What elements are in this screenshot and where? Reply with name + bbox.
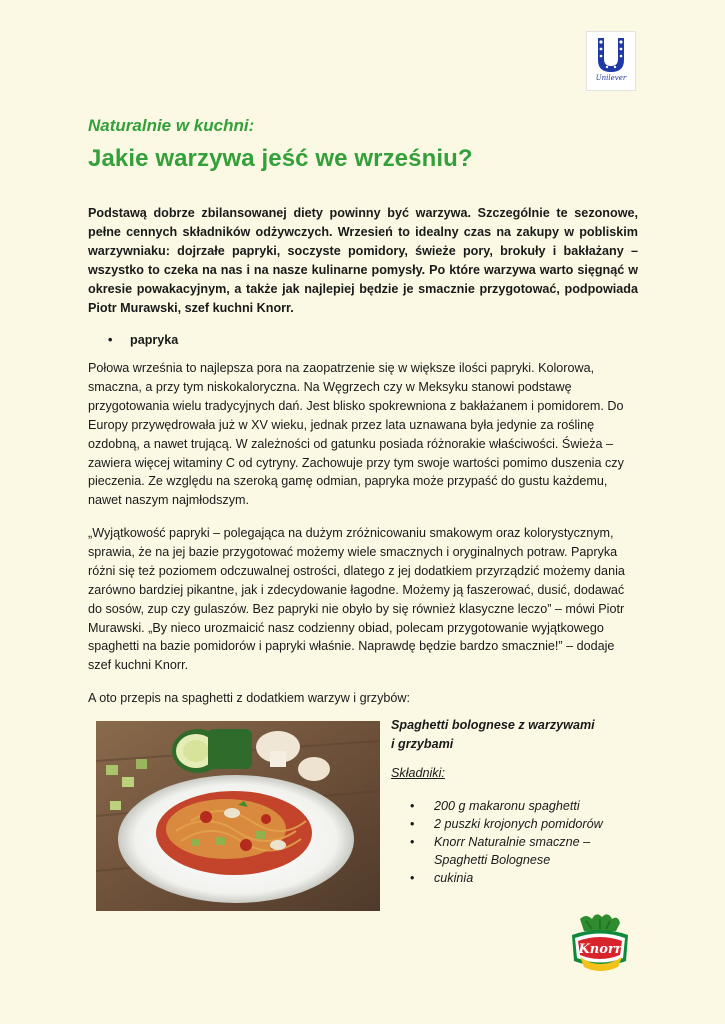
intro-paragraph: Podstawą dobrze zbilansowanej diety powinny być warzywa. Szczególnie te sezonowe, pełne cennych składników odżywczych. Wrzesień to idealny czas na zakupy w pobliskim warzywniaku: dojrzałe papryki, soczyste pomidory, świeże pory, brokuły i bakłażany – wszystko to czeka na nas i na nasze kulinarne pomysły. Po które warzywa warto sięgnąć w okresie powakacyjnym, a także jak najlepiej będzie je smacznie przygotować, podpowiada Piotr Murawski, szef kuchni Knorr. [88, 206, 638, 315]
list-item: • cukinia [410, 869, 630, 887]
recipe-title: Spaghetti bolognese z warzywami i grzybami [391, 718, 595, 751]
knorr-logo [566, 913, 634, 977]
list-item: • Knorr Naturalnie smaczne – Spaghetti Bolognese [410, 833, 630, 869]
unilever-wordmark: Unilever [595, 74, 627, 82]
list-item: • 200 g makaronu spaghetti [410, 797, 630, 815]
bullet-icon: • [108, 333, 113, 347]
svg-text:Knorr: Knorr [578, 942, 622, 957]
article-kicker: Naturalnie w kuchni: [88, 116, 255, 135]
section-heading-papryka [108, 333, 178, 347]
spaghetti-dish-photo [96, 721, 380, 911]
ingredients-list [410, 797, 630, 887]
unilever-logo [586, 31, 636, 91]
list-item: • 2 puszki krojonych pomidorów [410, 815, 630, 833]
body-paragraph-1: Połowa września to najlepsza pora na zaopatrzenie się w większe ilości papryki. Kolorowa, smaczna, a przy tym niskokaloryczna. Na Węgrzech czy w Meksyku stanowi podstawę przygotowania wielu tradycyjnych dań. Jest blisko spokrewniona z bakłażanem i pomidorem. Do Europy przywędrowała już w XV wieku, jednak przez lata uznawana była jedynie za roślinę ozdobną, a nawet trującą. W zależności od gatunku posiada różnorakie właściwości. Świeża – zawiera więcej witaminy C od cytryny. Zachowuje przy tym swoje wartości pomimo duszenia czy pieczenia. Ze względu na szeroką gamę odmian, papryka może przypaść do gustu każdemu, nawet naszym najmłodszym. [88, 361, 624, 508]
article-title: Jakie warzywa jeść we wrześniu? [88, 145, 473, 172]
section-heading-label: papryka [130, 333, 179, 347]
body-paragraph-2: „Wyjątkowość papryki – polegająca na dużym zróżnicowaniu smakowym oraz kolorystycznym, sprawia, że na jej bazie przygotować możemy wiele smacznych i oryginalnych potraw. Papryka różni się też poziomem odczuwalnej ostrości, dlatego z jej dodatkiem przyrządzić możemy dania zarówno bardziej pikantne, jak i zdecydowanie łagodne. Możemy ją faszerować, dusić, dodawać do sosów, zup czy gulaszów. Bez papryki nie obyło by się również klasyczne leczo” – mówi Piotr Murawski. „By nieco urozmaicić nasz codzienny obiad, polecam przygotowanie wyjątkowego spaghetti na bazie pomidorów i papryki właśnie. Naprawdę będzie bardzo smacznie!” – dodaje szef kuchni Knorr. [88, 526, 625, 673]
ingredients-label: Składniki: [391, 766, 445, 780]
body-paragraph-3: A oto przepis na spaghetti z dodatkiem warzyw i grzybów: [88, 691, 410, 705]
